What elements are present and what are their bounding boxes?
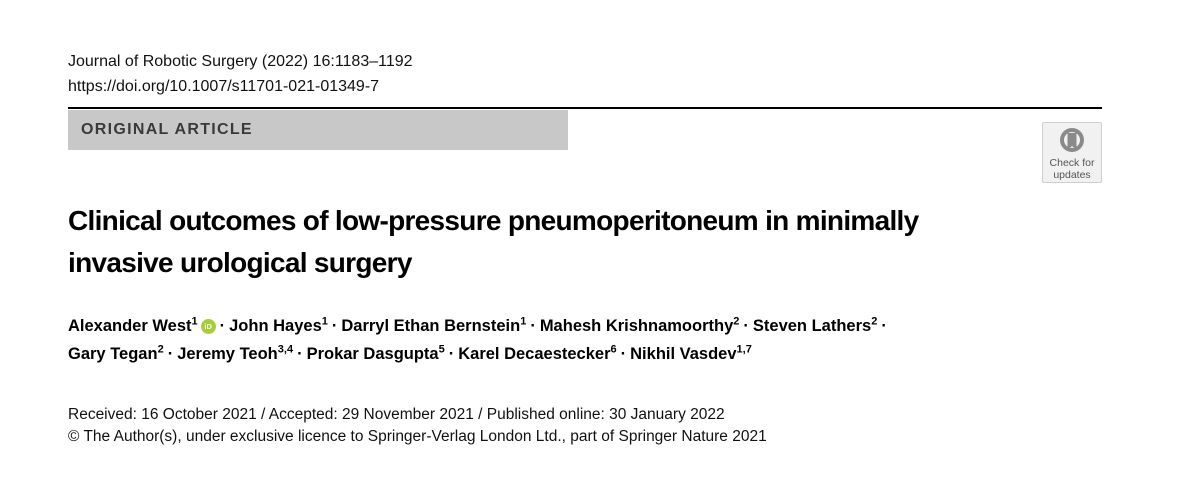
- author-affiliation: 1: [191, 315, 198, 328]
- author-separator: ·: [331, 317, 338, 335]
- orcid-icon[interactable]: iD: [201, 319, 216, 334]
- doi-link[interactable]: https://doi.org/10.1007/s11701-021-01349-7: [68, 78, 380, 95]
- article-title: [68, 200, 1068, 284]
- check-for-updates-line2: updates: [1053, 169, 1091, 181]
- author-separator: ·: [530, 317, 536, 335]
- author-name[interactable]: Jeremy Teoh$^{3,4}$: [177, 343, 294, 363]
- article-title-line2: invasive urological surgery: [68, 247, 412, 278]
- check-for-updates-line1: Check for: [1049, 157, 1095, 169]
- author-separator: ·: [881, 317, 887, 335]
- author-name[interactable]: Gary Tegan$^2$: [68, 343, 164, 363]
- author-separator: ·: [448, 345, 455, 363]
- author-name[interactable]: Karel Decaestecker$^6$: [458, 343, 617, 363]
- author-affiliation: 2: [157, 343, 164, 356]
- author-affiliation: 3,4: [277, 343, 294, 356]
- article-type-banner: [68, 110, 568, 150]
- author-affiliation: 6: [610, 343, 617, 356]
- author-separator: ·: [743, 317, 749, 335]
- check-for-updates-button[interactable]: [1042, 122, 1102, 183]
- author-affiliation: 1,7: [736, 343, 752, 356]
- author-list: [68, 312, 1148, 368]
- bookmark-icon: [1059, 127, 1085, 155]
- article-title-line1: Clinical outcomes of low-pressure pneumoperitoneum in minimally: [68, 205, 919, 236]
- article-type-label: ORIGINAL ARTICLE: [81, 121, 253, 138]
- author-affiliation: 5: [438, 343, 445, 356]
- author-affiliation: 1: [520, 315, 527, 328]
- check-for-updates-label: [1043, 157, 1101, 181]
- author-separator: ·: [167, 345, 174, 363]
- copyright-notice: © The Author(s), under exclusive licence to Springer-Verlag London Ltd., part of Springer Nature 2021: [68, 428, 767, 445]
- author-affiliation: 2: [871, 315, 878, 328]
- author-name[interactable]: Steven Lathers$^2$: [752, 315, 878, 335]
- author-affiliation: 1: [321, 315, 328, 328]
- author-name[interactable]: Nikhil Vasdev$^{1,7}$: [630, 343, 752, 363]
- publication-dates: Received: 16 October 2021 / Accepted: 29 November 2021 / Published online: 30 January 2022: [68, 406, 725, 423]
- author-separator: ·: [297, 345, 303, 363]
- author-name[interactable]: Prokar Dasgupta$^5$: [306, 343, 445, 363]
- author-name[interactable]: Darryl Ethan Bernstein$^1$: [341, 315, 527, 335]
- author-name[interactable]: Alexander West$^1$ iD: [68, 317, 216, 335]
- author-affiliation: 2: [733, 315, 740, 328]
- journal-reference: Journal of Robotic Surgery (2022) 16:1183–1192: [68, 53, 413, 70]
- header-rule: [68, 107, 1102, 109]
- author-separator: ·: [219, 317, 226, 335]
- author-name[interactable]: Mahesh Krishnamoorthy$^2$: [539, 315, 740, 335]
- author-name[interactable]: John Hayes$^1$: [229, 315, 328, 335]
- author-separator: ·: [620, 345, 627, 363]
